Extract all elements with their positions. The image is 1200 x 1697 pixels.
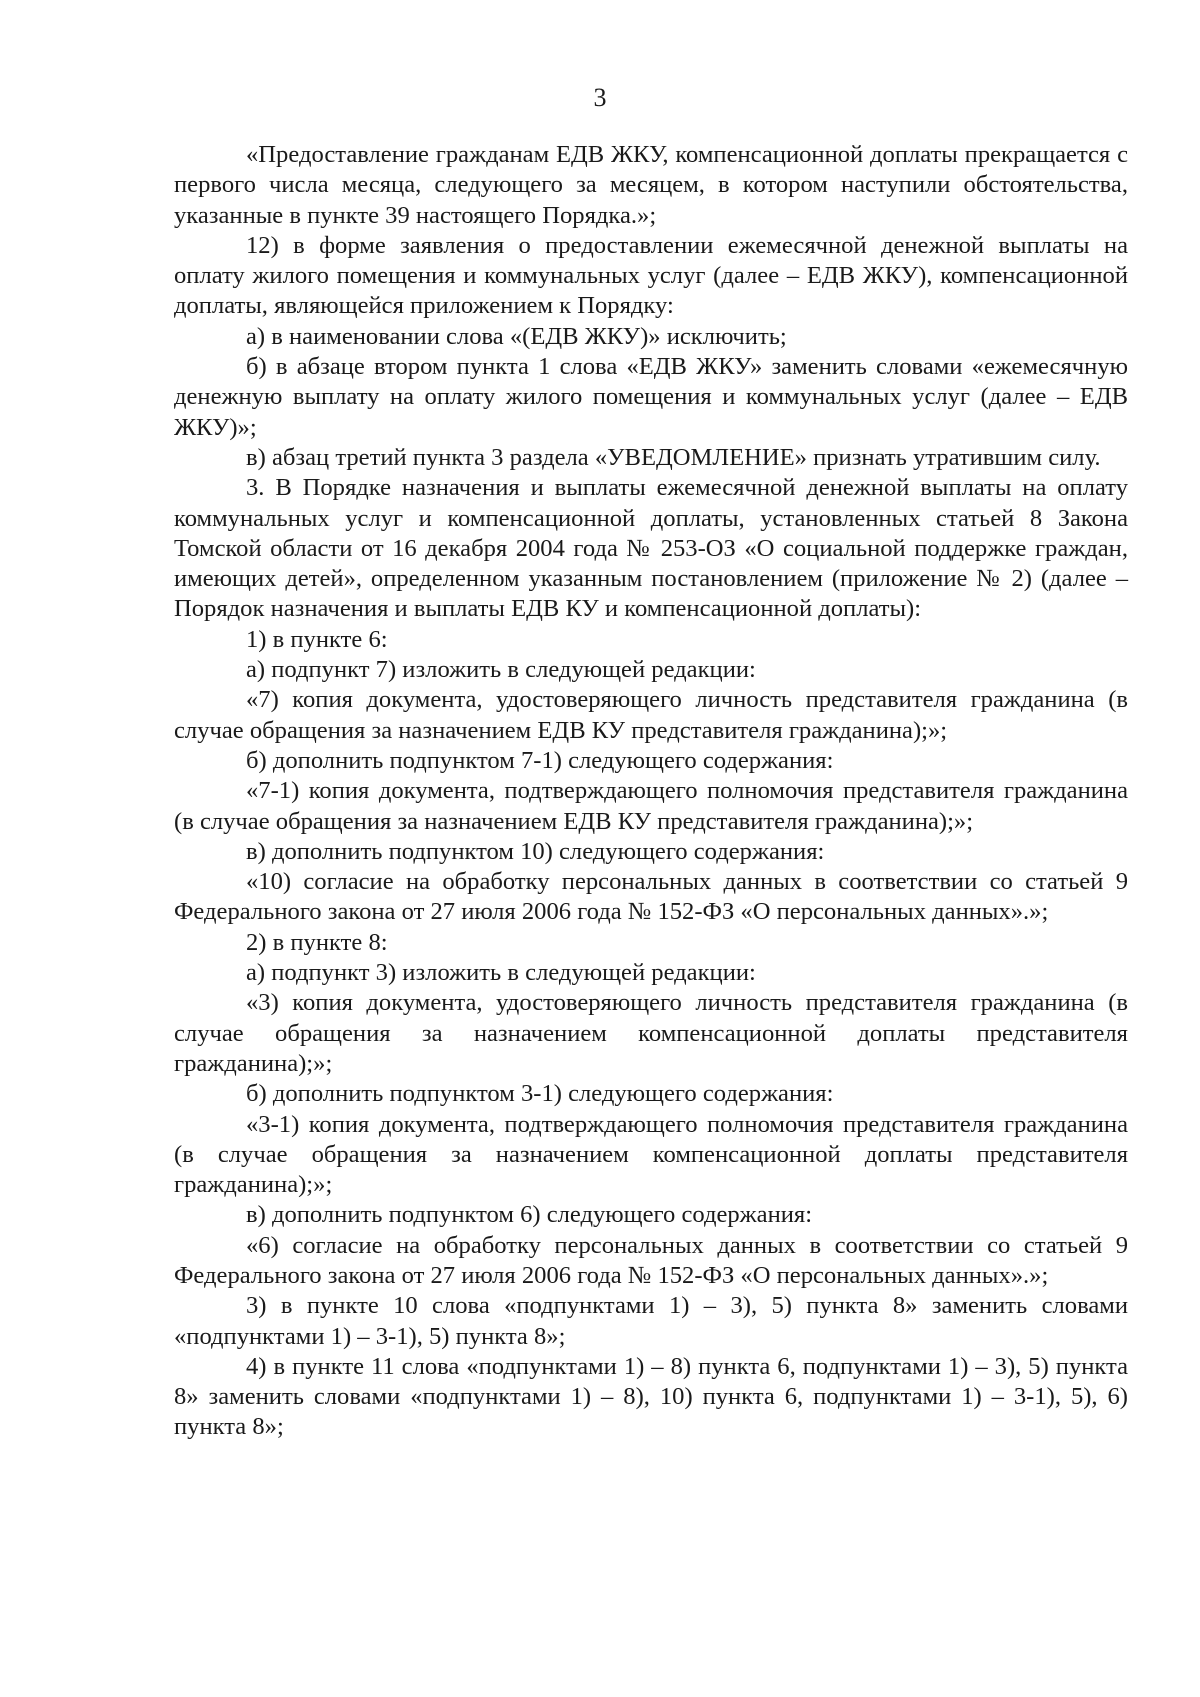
page-number: 3 xyxy=(593,83,607,112)
paragraph-11: «7-1) копия документа, подтверждающего полномочия представителя гражданина (в случае обращения за назначением ЕДВ КУ представителя гражданина);»; xyxy=(174,777,1128,835)
paragraph-14: 2) в пункте 8: xyxy=(246,928,388,956)
paragraph-07: 1) в пункте 6: xyxy=(246,625,388,653)
paragraph-05: в) абзац третий пункта 3 раздела «УВЕДОМЛЕНИЕ» признать утратившим силу. xyxy=(246,443,1101,471)
paragraph-22: 4) в пункте 11 слова «подпунктами 1) – 8) пункта 6, подпунктами 1) – 3), 5) пункта 8» заменить словами «подпунктами 1) – 8), 10) пункта 6, подпунктами 1) – 3-1), 5), 6) пункта 8»; xyxy=(174,1352,1128,1441)
document-body xyxy=(174,140,1128,1443)
paragraph-04: б) в абзаце втором пункта 1 слова «ЕДВ ЖКУ» заменить словами «ежемесячную денежную выплату на оплату жилого помещения и коммунальных услуг (далее – ЕДВ ЖКУ)»; xyxy=(174,353,1128,441)
paragraph-02: 12) в форме заявления о предоставлении ежемесячной денежной выплаты на оплату жилого помещения и коммунальных услуг (далее – ЕДВ ЖКУ), компенсационной доплаты, являющейся приложением к Порядку: xyxy=(174,231,1128,320)
paragraph-21: 3) в пункте 10 слова «подпунктами 1) – 3), 5) пункта 8» заменить словами «подпунктами 1) – 3-1), 5) пункта 8»; xyxy=(174,1292,1128,1350)
paragraph-09: «7) копия документа, удостоверяющего личность представителя гражданина (в случае обращения за назначением ЕДВ КУ представителя гражданина);»; xyxy=(174,686,1128,744)
paragraph-13: «10) согласие на обработку персональных данных в соответствии со статьей 9 Федерального закона от 27 июля 2006 года № 152-ФЗ «О персональных данных».»; xyxy=(174,868,1128,926)
paragraph-12: в) дополнить подпунктом 10) следующего содержания: xyxy=(246,837,825,865)
paragraph-10: б) дополнить подпунктом 7-1) следующего содержания: xyxy=(246,746,834,774)
paragraph-01: «Предоставление гражданам ЕДВ ЖКУ, компенсационной доплаты прекращается с первого числа месяца, следующего за месяцем, в котором наступили обстоятельства, указанные в пункте 39 настоящего Порядка.»; xyxy=(174,141,1128,229)
paragraph-20: «6) согласие на обработку персональных данных в соответствии со статьей 9 Федерального закона от 27 июля 2006 года № 152-ФЗ «О персональных данных».»; xyxy=(174,1231,1128,1289)
paragraph-16: «3) копия документа, удостоверяющего личность представителя гражданина (в случае обращения за назначением компенсационной доплаты представителя гражданина);»; xyxy=(174,989,1128,1077)
paragraph-15: а) подпункт 3) изложить в следующей редакции: xyxy=(246,959,756,987)
paragraph-18: «3-1) копия документа, подтверждающего полномочия представителя гражданина (в случае обращения за назначением компенсационной доплаты представителя гражданина);»; xyxy=(174,1110,1128,1199)
paragraph-06: 3. В Порядке назначения и выплаты ежемесячной денежной выплаты на оплату коммунальных услуг и компенсационной доплаты, установленных статьей 8 Закона Томской области от 16 декабря 2004 года № 253-ОЗ «О социальной поддержке граждан, имеющих детей», определенном указанным постановлением (приложение № 2) (далее – Порядок назначения и выплаты ЕДВ КУ и компенсационной доплаты): xyxy=(174,474,1128,623)
paragraph-19: в) дополнить подпунктом 6) следующего содержания: xyxy=(246,1201,813,1229)
paragraph-03: а) в наименовании слова «(ЕДВ ЖКУ)» исключить; xyxy=(246,322,787,350)
paragraph-08: а) подпункт 7) изложить в следующей редакции: xyxy=(246,656,756,684)
paragraph-17: б) дополнить подпунктом 3-1) следующего содержания: xyxy=(246,1080,834,1108)
